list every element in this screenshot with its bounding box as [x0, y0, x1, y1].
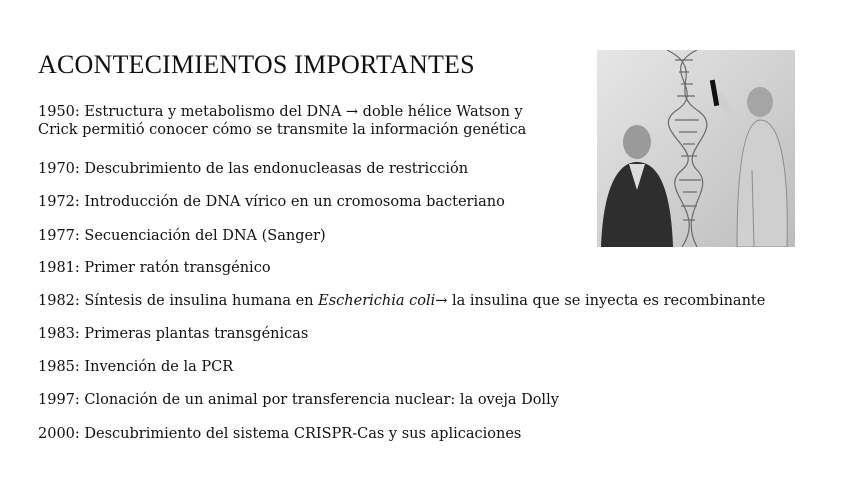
- timeline-item-1977: 1977: Secuenciación del DNA (Sanger): [38, 228, 326, 244]
- dna-model-photo-icon: [597, 50, 795, 247]
- timeline-item-1982: [38, 292, 765, 310]
- watson-crick-photo: [597, 50, 795, 247]
- timeline-item-1972: 1972: Introducción de DNA vírico en un cromosoma bacteriano: [38, 194, 505, 210]
- timeline-item-1997: 1997: Clonación de un animal por transferencia nuclear: la oveja Dolly: [38, 392, 559, 408]
- timeline-item-2000: 2000: Descubrimiento del sistema CRISPR-Cas y sus aplicaciones: [38, 426, 522, 442]
- timeline-item-1982-post: → la insulina que se inyecta es recombinante: [435, 293, 766, 309]
- timeline-item-1970: 1970: Descubrimiento de las endonucleasas de restricción: [38, 161, 469, 177]
- timeline-item-1950: 1950: Estructura y metabolismo del DNA → doble hélice Watson y Crick permitió conocer cómo se transmite la información genética: [38, 104, 527, 138]
- slide-title: ACONTECIMIENTOS IMPORTANTES: [38, 50, 475, 79]
- timeline-item-1982-organism: Escherichia coli: [318, 293, 436, 309]
- timeline-item-1985: 1985: Invención de la PCR: [38, 359, 234, 375]
- timeline-item-1983: 1983: Primeras plantas transgénicas: [38, 326, 309, 342]
- timeline-item-1981: 1981: Primer ratón transgénico: [38, 260, 271, 276]
- timeline-item-1982-pre: 1982: Síntesis de insulina humana en: [38, 293, 319, 309]
